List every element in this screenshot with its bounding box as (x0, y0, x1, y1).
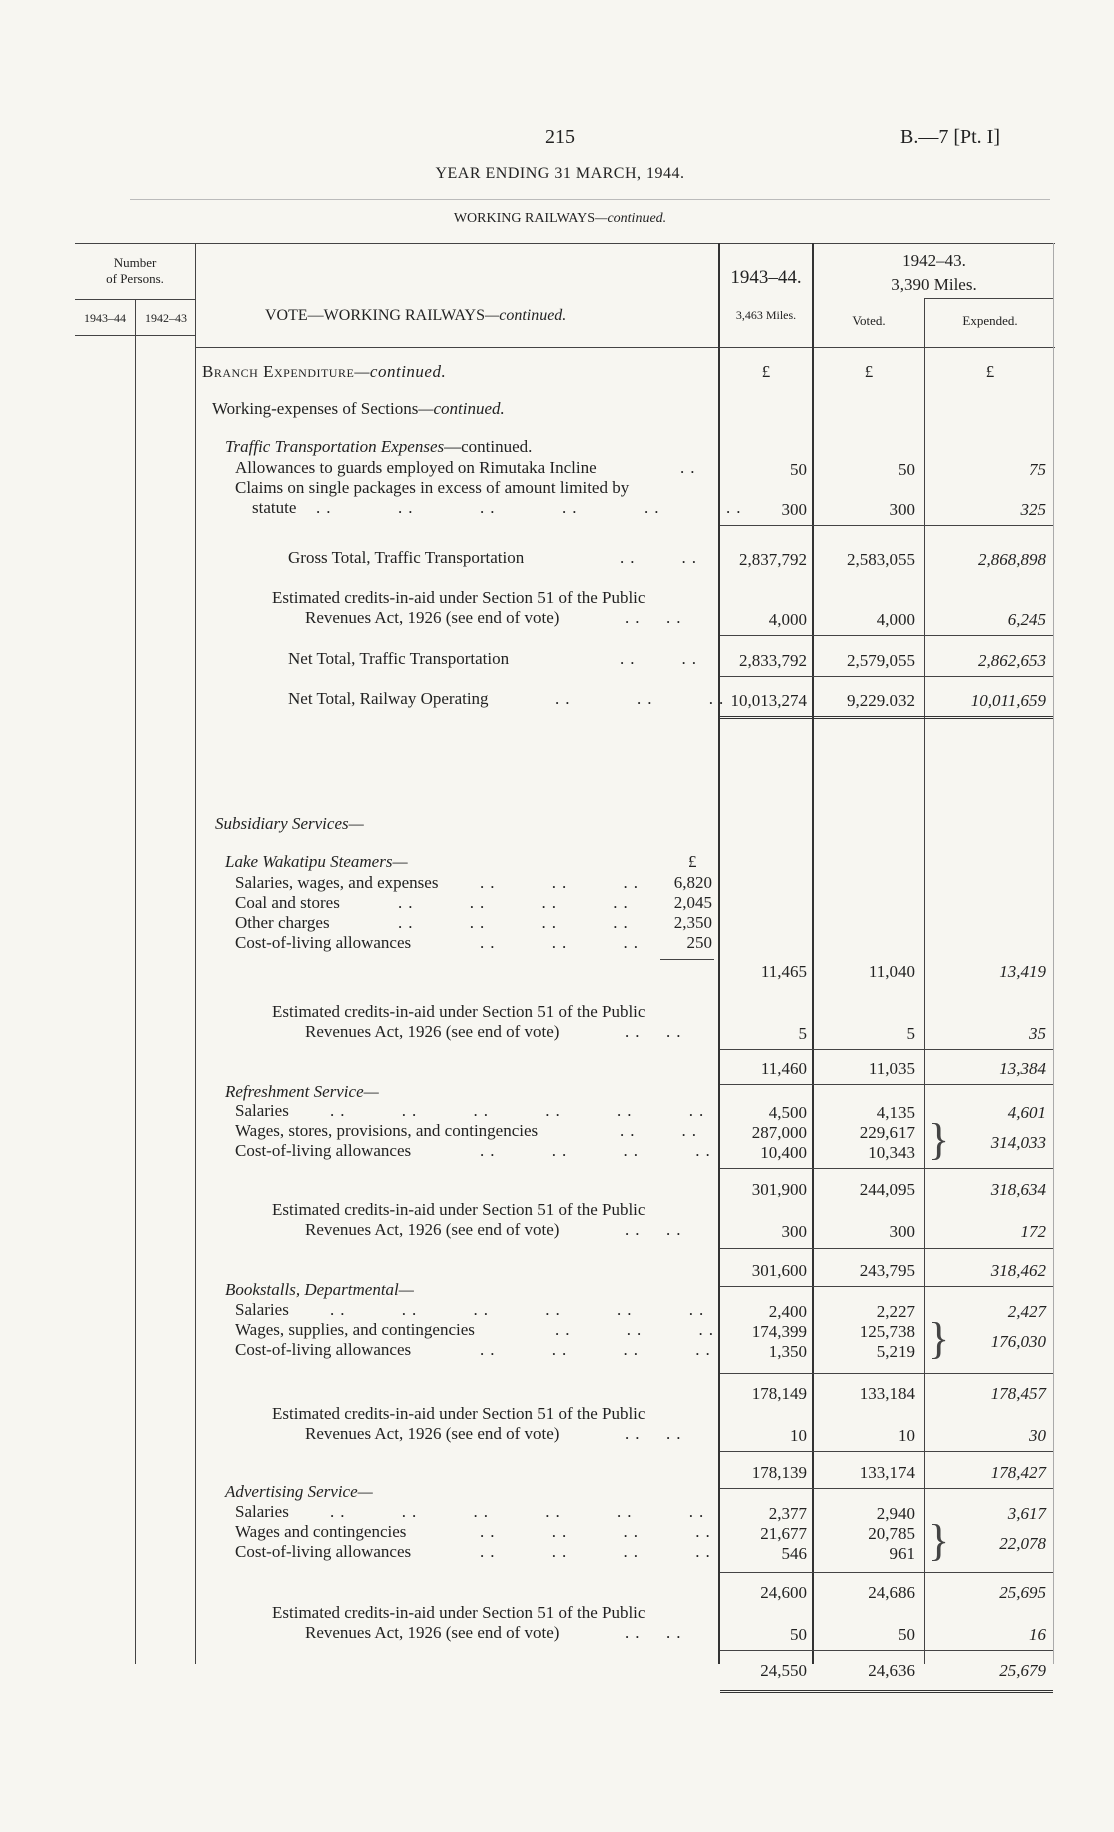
credits-label-1: Estimated credits-in-aid under Section 51 of the Public (272, 1002, 646, 1021)
leader-dots: .. .. (620, 649, 702, 668)
lake-credits-expended: 35 (1029, 1024, 1046, 1043)
advertising-salaries-label: Salaries (235, 1502, 289, 1521)
advertising-total-voted: 24,686 (868, 1583, 915, 1602)
credits-label-1: Estimated credits-in-aid under Section 51 of the Public (272, 1200, 646, 1219)
lake-total-voted: 11,040 (868, 962, 915, 981)
lake-item-label: Other charges (235, 913, 330, 932)
credits-label-2: Revenues Act, 1926 (see end of vote) (305, 1424, 560, 1443)
gross-total-expended: 2,868,898 (978, 550, 1046, 569)
refreshment-bracket-expended: 314,033 (990, 1133, 1046, 1152)
refreshment-credits-voted: 300 (889, 1222, 915, 1241)
section-subtitle (360, 212, 760, 226)
lake-total-expended: 13,419 (999, 962, 1046, 981)
leader-dots: .. .. (625, 1623, 687, 1642)
net-railway-expended: 10,011,659 (970, 691, 1046, 710)
advertising-bracket-expended: 22,078 (999, 1534, 1046, 1553)
advertising-salaries-voted: 2,940 (876, 1504, 915, 1523)
advertising-net-expended: 25,679 (999, 1661, 1046, 1680)
refreshment-total-1943: 301,900 (751, 1180, 807, 1199)
bookstalls-total-1943: 178,149 (751, 1384, 807, 1403)
bookstalls-col-1943: 1,350 (768, 1342, 807, 1361)
subtitle-main: WORKING RAILWAYS (453, 211, 595, 226)
subtotal-rule (720, 1451, 1053, 1452)
gross-total-label: Gross Total, Traffic Transportation (288, 548, 525, 567)
leader-dots: .. .. .. (555, 689, 730, 708)
credits-label-1: Estimated credits-in-aid under Section 51 of the Public (272, 588, 646, 607)
leader-dots: .. (680, 458, 701, 477)
miles-1942-header: 3,390 Miles. (891, 275, 977, 294)
refreshment-credits-1943: 300 (781, 1222, 807, 1241)
advertising-salaries-expended: 3,617 (1007, 1504, 1046, 1523)
advertising-net-voted: 24,636 (868, 1661, 915, 1680)
allowances-1943: 50 (790, 460, 807, 479)
refreshment-net-1943: 301,600 (751, 1261, 807, 1280)
bookstalls-salaries-label: Salaries (235, 1300, 289, 1319)
claims-voted: 300 (889, 500, 915, 519)
bookstalls-credits-1943: 10 (790, 1426, 807, 1445)
advertising-total-1943: 24,600 (760, 1583, 807, 1602)
advertising-credits-expended: 16 (1029, 1625, 1046, 1644)
bookstalls-salaries-voted: 2,227 (876, 1302, 915, 1321)
refreshment-net-voted: 243,795 (859, 1261, 915, 1280)
vote-title-cont: —continued. (484, 307, 567, 324)
header-bottom-rule (195, 347, 1055, 348)
lake-item-label: Salaries, wages, and expenses (235, 873, 439, 892)
advertising-total-expended: 25,695 (999, 1583, 1046, 1602)
persons-header-line1: Number (113, 255, 157, 270)
expended-header: Expended. (962, 313, 1018, 328)
bookstalls-net-voted: 133,174 (859, 1463, 915, 1482)
subtotal-rule (720, 1488, 1053, 1489)
subtotal-rule (720, 1572, 1053, 1573)
title-rule (130, 199, 1050, 200)
bookstalls-total-expended: 178,457 (990, 1384, 1046, 1403)
traffic-heading (225, 438, 532, 455)
total-double-rule (720, 1690, 1053, 1693)
branch-heading-cont: —continued. (354, 362, 447, 381)
refreshment-total-expended: 318,634 (990, 1180, 1046, 1199)
lake-net-voted: 11,035 (868, 1059, 915, 1078)
refreshment-total-voted: 244,095 (859, 1180, 915, 1199)
subtotal-rule (720, 1049, 1053, 1050)
refreshment-col-voted: 10,343 (868, 1143, 915, 1162)
refreshment-salaries-1943: 4,500 (768, 1103, 807, 1122)
refreshment-col-1943: 10,400 (760, 1143, 807, 1162)
page-number: 215 (545, 126, 575, 148)
leader-dots: .. .. .. .. (398, 913, 634, 932)
lake-credits-voted: 5 (906, 1024, 915, 1043)
subtotal-rule (720, 1650, 1053, 1651)
leader-dots: .. .. .. .. .. .. (330, 1101, 710, 1120)
lake-item-amount: 250 (686, 933, 712, 952)
net-traffic-expended: 2,862,653 (978, 651, 1046, 670)
claims-label-1: Claims on single packages in excess of amount limited by (235, 478, 630, 497)
credits-label-2: Revenues Act, 1926 (see end of vote) (305, 608, 560, 627)
branch-heading-text: Branch Expenditure (202, 362, 355, 381)
bookstalls-salaries-1943: 2,400 (768, 1302, 807, 1321)
advertising-wages-voted: 20,785 (868, 1524, 915, 1543)
refreshment-salaries-label: Salaries (235, 1101, 289, 1120)
leader-dots: .. .. .. .. (480, 1340, 716, 1359)
leader-dots: .. .. .. .. (480, 1542, 716, 1561)
refreshment-wages-label: Wages, stores, provisions, and contingencies (235, 1121, 539, 1140)
persons-divider (135, 299, 136, 1664)
leader-dots: .. .. .. (480, 933, 644, 952)
leader-dots: .. .. (625, 1022, 687, 1041)
lake-item-amount: 6,820 (673, 873, 712, 892)
subtotal-rule (720, 635, 1053, 636)
net-traffic-label: Net Total, Traffic Transportation (288, 649, 510, 668)
bookstalls-bracket-expended: 176,030 (990, 1332, 1046, 1351)
lake-total-1943: 11,465 (760, 962, 807, 981)
claims-label-2: statute (252, 498, 297, 517)
bookstalls-wages-label: Wages, supplies, and contingencies (235, 1320, 475, 1339)
advertising-credits-voted: 50 (898, 1625, 915, 1644)
credits-label-2: Revenues Act, 1926 (see end of vote) (305, 1220, 560, 1239)
lake-item-label: Coal and stores (235, 893, 340, 912)
lake-item-amount: 2,350 (673, 913, 712, 932)
bookstalls-credits-voted: 10 (898, 1426, 915, 1445)
refreshment-net-expended: 318,462 (990, 1261, 1046, 1280)
advertising-wages-1943: 21,677 (760, 1524, 807, 1543)
bookstalls-credits-expended: 30 (1029, 1426, 1046, 1445)
col3-left-border (924, 298, 925, 1664)
credits-traffic-expended: 6,245 (1007, 610, 1046, 629)
allowances-voted: 50 (898, 460, 915, 479)
document-ref: B.—7 [Pt. I] (900, 126, 1000, 148)
subtotal-rule (720, 1286, 1053, 1287)
branch-heading (202, 363, 446, 380)
refreshment-col-label: Cost-of-living allowances (235, 1141, 412, 1160)
bookstalls-salaries-expended: 2,427 (1007, 1302, 1046, 1321)
leader-dots: .. .. (625, 608, 687, 627)
subtotal-rule (720, 676, 1053, 677)
refreshment-heading: Refreshment Service— (225, 1082, 379, 1101)
credits-label-1: Estimated credits-in-aid under Section 51 of the Public (272, 1404, 646, 1423)
vote-title-text: VOTE—WORKING RAILWAYS (265, 307, 485, 324)
lake-currency: £ (688, 852, 697, 871)
claims-expended: 325 (1020, 500, 1046, 519)
leader-dots: .. .. (620, 548, 702, 567)
table-right-border (1053, 243, 1054, 1664)
vote-title (265, 308, 566, 324)
currency-col3: £ (985, 362, 995, 381)
net-traffic-voted: 2,579,055 (847, 651, 915, 670)
subtotal-rule (720, 525, 1053, 526)
gross-total-1943: 2,837,792 (739, 550, 807, 569)
refreshment-credits-expended: 172 (1020, 1222, 1046, 1241)
persons-col-1943: 1943–44 (84, 311, 126, 325)
leader-dots: .. .. .. .. (480, 1522, 716, 1541)
traffic-heading-cont: —continued. (444, 437, 533, 456)
net-traffic-1943: 2,833,792 (739, 651, 807, 670)
advertising-col-label: Cost-of-living allowances (235, 1542, 412, 1561)
credits-traffic-voted: 4,000 (876, 610, 915, 629)
table-top-rule (75, 243, 1055, 244)
lake-item-label: Cost-of-living allowances (235, 933, 412, 952)
credits-traffic-1943: 4,000 (768, 610, 807, 629)
bookstalls-wages-1943: 174,399 (751, 1322, 807, 1341)
subtotal-rule (720, 1248, 1053, 1249)
bracket-icon: } (928, 1115, 950, 1164)
advertising-col-1943: 546 (781, 1544, 807, 1563)
advertising-net-1943: 24,550 (760, 1661, 807, 1680)
voted-header: Voted. (852, 313, 886, 328)
bookstalls-net-expended: 178,427 (990, 1463, 1046, 1482)
subtotal-rule (720, 1084, 1053, 1085)
page-title: YEAR ENDING 31 MARCH, 1944. (435, 165, 685, 182)
refreshment-wages-1943: 287,000 (751, 1123, 807, 1142)
bracket-icon: } (928, 1516, 950, 1565)
net-railway-1943: 10,013,274 (730, 691, 807, 710)
leader-dots: .. .. .. (555, 1320, 719, 1339)
allowances-label: Allowances to guards employed on Rimutaka Incline (235, 458, 597, 477)
miles-1943-header: 3,463 Miles. (735, 308, 797, 322)
leader-dots: .. .. .. .. .. .. (330, 1502, 710, 1521)
subtotal-rule (720, 1373, 1053, 1374)
refreshment-salaries-expended: 4,601 (1007, 1103, 1046, 1122)
year-1942-header: 1942–43. (902, 251, 966, 270)
leader-dots: .. .. (625, 1424, 687, 1443)
lake-net-expended: 13,384 (999, 1059, 1046, 1078)
advertising-heading: Advertising Service— (225, 1482, 373, 1501)
year-1942-rule (924, 298, 1054, 299)
persons-header-line2: of Persons. (106, 271, 164, 286)
allowances-expended: 75 (1029, 460, 1046, 479)
advertising-credits-1943: 50 (790, 1625, 807, 1644)
working-expenses-heading (212, 400, 505, 417)
claims-1943: 300 (781, 500, 807, 519)
working-expenses-text: Working-expenses of Sections (212, 399, 419, 418)
leader-dots: .. .. .. .. .. .. (330, 1300, 710, 1319)
leader-dots: .. .. .. (480, 873, 644, 892)
credits-label-2: Revenues Act, 1926 (see end of vote) (305, 1623, 560, 1642)
credits-label-1: Estimated credits-in-aid under Section 51 of the Public (272, 1603, 646, 1622)
persons-right-border (195, 243, 196, 1664)
traffic-heading-text: Traffic Transportation Expenses (225, 437, 445, 456)
bookstalls-total-voted: 133,184 (859, 1384, 915, 1403)
leader-dots: .. .. .. .. (398, 893, 634, 912)
bookstalls-col-voted: 5,219 (876, 1342, 915, 1361)
net-railway-label: Net Total, Railway Operating (288, 689, 489, 708)
lake-heading: Lake Wakatipu Steamers— (225, 852, 408, 871)
lake-net-1943: 11,460 (760, 1059, 807, 1078)
bookstalls-heading: Bookstalls, Departmental— (225, 1280, 414, 1299)
persons-col-1942: 1942–43 (145, 311, 187, 325)
bookstalls-col-label: Cost-of-living allowances (235, 1340, 412, 1359)
bookstalls-wages-voted: 125,738 (859, 1322, 915, 1341)
refreshment-wages-voted: 229,617 (859, 1123, 915, 1142)
leader-dots: .. .. .. .. (480, 1141, 716, 1160)
currency-col1: £ (761, 362, 771, 381)
subtitle-cont: —continued. (595, 211, 667, 226)
working-expenses-cont: —continued. (418, 399, 505, 418)
advertising-col-voted: 961 (889, 1544, 915, 1563)
lake-item-amount: 2,045 (673, 893, 712, 912)
leader-dots: .. .. (625, 1220, 687, 1239)
subtotal-rule (720, 1168, 1053, 1169)
net-railway-voted: 9,229.032 (847, 691, 915, 710)
gross-total-voted: 2,583,055 (847, 550, 915, 569)
refreshment-salaries-voted: 4,135 (876, 1103, 915, 1122)
advertising-salaries-1943: 2,377 (768, 1504, 807, 1523)
advertising-wages-label: Wages and contingencies (235, 1522, 407, 1541)
bookstalls-net-1943: 178,139 (751, 1463, 807, 1482)
credits-label-2: Revenues Act, 1926 (see end of vote) (305, 1022, 560, 1041)
total-double-rule (720, 716, 1053, 719)
bracket-icon: } (928, 1314, 950, 1363)
subsidiary-heading: Subsidiary Services— (215, 814, 364, 833)
lake-credits-1943: 5 (798, 1024, 807, 1043)
leader-dots: .. .. (620, 1121, 702, 1140)
currency-col2: £ (864, 362, 874, 381)
leader-dots: .. .. .. .. .. .. (316, 498, 747, 517)
lake-sum-rule (660, 959, 714, 960)
year-1943-header: 1943–44. (730, 267, 802, 288)
